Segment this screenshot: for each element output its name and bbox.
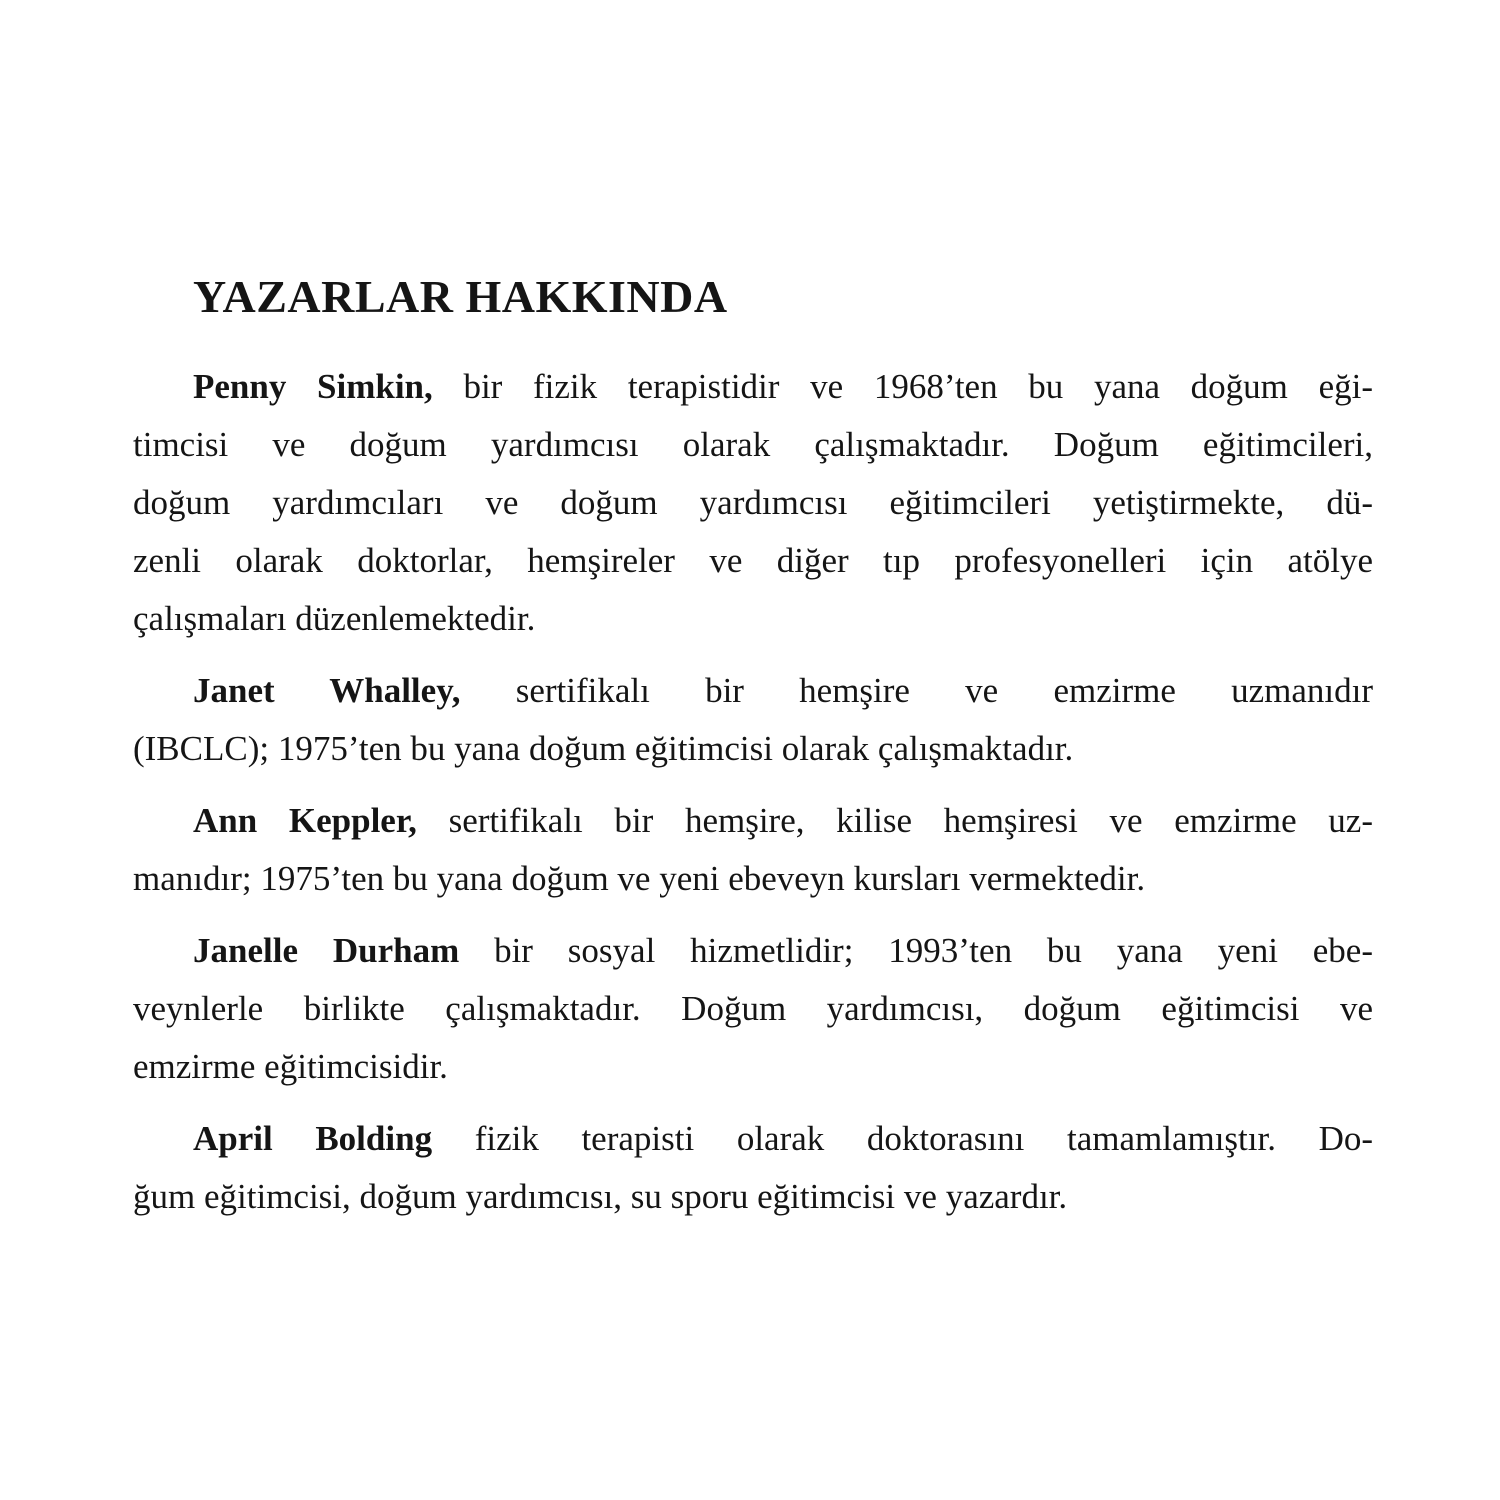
author-name: Ann Keppler, [193, 801, 417, 840]
paragraph-line [133, 662, 1373, 720]
paragraph-line: emzirme eğitimcisidir. [133, 1047, 448, 1086]
paragraph-line [133, 358, 1373, 416]
author-name: Janelle Durham [193, 931, 460, 970]
paragraph-line [133, 792, 1373, 850]
author-paragraph [133, 662, 1373, 778]
paragraph-line [133, 1110, 1373, 1168]
paragraph-line: doğum yardımcıları ve doğum yardımcısı eğitimcileri yetiştirmekte, dü- [133, 483, 1373, 522]
paragraph-line: (IBCLC); 1975’ten bu yana doğum eğitimcisi olarak çalışmaktadır. [133, 729, 1074, 768]
paragraph-line-text: sertifikalı bir hemşire ve emzirme uzmanıdır [515, 671, 1373, 710]
paragraph-line-text: bir sosyal hizmetlidir; 1993’ten bu yana yeni ebe- [494, 931, 1373, 970]
paragraph-line-text: sertifikalı bir hemşire, kilise hemşiresi ve emzirme uz- [448, 801, 1373, 840]
page-title: YAZARLAR HAKKINDA [193, 271, 728, 322]
author-name: Janet Whalley, [193, 671, 461, 710]
paragraph-line: çalışmaları düzenlemektedir. [133, 599, 536, 638]
author-paragraph [133, 358, 1373, 648]
author-paragraphs [133, 358, 1373, 1226]
text-block [133, 271, 1374, 1226]
author-paragraph [133, 1110, 1373, 1226]
paragraph-line: ğum eğitimcisi, doğum yardımcısı, su sporu eğitimcisi ve yazardır. [133, 1177, 1068, 1216]
paragraph-line: zenli olarak doktorlar, hemşireler ve diğer tıp profesyonelleri için atölye [133, 541, 1373, 580]
author-paragraph [133, 922, 1373, 1096]
paragraph-line: manıdır; 1975’ten bu yana doğum ve yeni ebeveyn kursları vermektedir. [133, 859, 1146, 898]
paragraph-line-text: fizik terapisti olarak doktorasını tamamlamıştır. Do- [474, 1119, 1374, 1158]
paragraph-line: veynlerle birlikte çalışmaktadır. Doğum yardımcısı, doğum eğitimcisi ve [133, 989, 1373, 1028]
author-name: April Bolding [193, 1119, 433, 1158]
author-name: Penny Simkin, [193, 367, 433, 406]
author-paragraph [133, 792, 1373, 908]
paragraph-line [133, 922, 1373, 980]
paragraph-line-text: bir fizik terapistidir ve 1968’ten bu yana doğum eği- [463, 367, 1373, 406]
paragraph-line: timcisi ve doğum yardımcısı olarak çalışmaktadır. Doğum eğitimcileri, [133, 425, 1373, 464]
